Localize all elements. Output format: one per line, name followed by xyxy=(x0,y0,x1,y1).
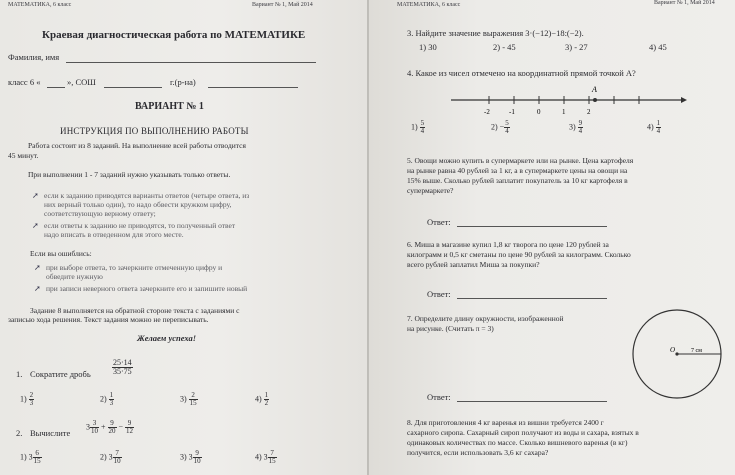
option-label: 2) xyxy=(100,452,107,462)
option-num: 1 xyxy=(264,391,269,399)
expr-den: 12 xyxy=(126,427,134,435)
tick-label-0: 0 xyxy=(537,108,541,116)
option-num: 9 xyxy=(193,450,202,458)
option-den: 15 xyxy=(33,457,41,465)
left-header-variant: Вариант № 1, Май 2014 xyxy=(252,2,313,8)
option-den: 4 xyxy=(656,127,661,135)
option-label: 3) xyxy=(180,394,187,404)
circle-radius-label: 7 см xyxy=(691,348,702,354)
option-label: 4) xyxy=(255,394,262,404)
option-label: 2) xyxy=(100,394,107,404)
expr-num: 9 xyxy=(108,420,117,428)
option-den: 10 xyxy=(113,457,121,465)
right-header-subject: МАТЕМАТИКА, 6 класс xyxy=(397,2,461,8)
option-label: 3) xyxy=(180,452,187,462)
q3-text: 3. Найдите значение выражения 3·(−12)−18:(−2). xyxy=(407,28,584,38)
option-sign: − xyxy=(499,122,505,132)
expr-plus: + xyxy=(101,422,106,432)
expr-den: 10 xyxy=(91,427,98,435)
option-den: 3 xyxy=(109,399,114,407)
q4-option-3[interactable] xyxy=(569,120,583,135)
q7-line-2: на рисунке. (Считать π = 3) xyxy=(407,324,494,333)
option-whole: 3 xyxy=(188,452,193,462)
option-label: 1) xyxy=(20,394,27,404)
q1-option-1[interactable] xyxy=(20,392,34,407)
option-whole: 3 xyxy=(263,452,268,462)
expr-num: 3 xyxy=(90,420,99,428)
q6-line-1: 6. Миша в магазине купил 1,8 кг творога по цене 120 рублей за xyxy=(407,240,609,249)
bullet-arrow-icon: ➚ xyxy=(34,263,41,272)
q2-option-4[interactable] xyxy=(255,450,277,465)
q5-answer-label: Ответ: xyxy=(427,217,451,227)
class-letter-field[interactable] xyxy=(47,87,65,88)
q4-text: 4. Какое из чисел отмечено на координатной прямой точкой А? xyxy=(407,68,636,78)
q5-line-3: 15% выше. Сколько рублей заплатит покупатель за 10 кг картофеля в xyxy=(407,176,628,185)
left-header-subject: МАТЕМАТИКА, 6 класс xyxy=(8,2,72,8)
q2-text: Вычислите xyxy=(30,428,71,438)
option-whole: 3 xyxy=(28,452,33,462)
option-den: 3 xyxy=(29,399,34,407)
q4-option-1[interactable] xyxy=(411,120,425,135)
option-den: 15 xyxy=(268,457,276,465)
option-den: 4 xyxy=(420,127,425,135)
page-title: Краевая диагностическая работа по МАТЕМАТИКЕ xyxy=(42,29,306,41)
task8-note-line-2: записью хода решения. Текст задания можно не переписывать. xyxy=(8,315,209,324)
q3-option-1[interactable]: 1) 30 xyxy=(419,42,437,52)
option-label: 1) xyxy=(20,452,27,462)
good-luck: Желаем успеха! xyxy=(137,333,197,343)
tick-label-m2: -2 xyxy=(484,108,490,116)
q3-option-3[interactable]: 3) - 27 xyxy=(565,42,588,52)
task8-note-line-1: Задание 8 выполняется на обратной стороне текста с заданиями с xyxy=(30,306,240,315)
option-num: 7 xyxy=(268,450,277,458)
q4-option-2[interactable] xyxy=(491,120,510,135)
q4-option-4[interactable] xyxy=(647,120,661,135)
q7-answer-field[interactable] xyxy=(457,401,607,402)
option-den: 2 xyxy=(264,399,269,407)
option-den: 10 xyxy=(193,457,201,465)
q6-answer-field[interactable] xyxy=(457,298,607,299)
q2-option-1[interactable] xyxy=(20,450,42,465)
q8-line-1: 8. Для приготовления 4 кг варенья из вишни требуется 2400 г xyxy=(407,418,604,427)
option-label: 4) xyxy=(647,122,654,132)
expr-whole: 3 xyxy=(86,422,90,432)
right-header-variant: Вариант № 1, Май 2014 xyxy=(654,0,715,6)
mistake1-line-1: при выборе ответа, то зачеркните отмеченную цифру и xyxy=(46,263,223,272)
bullet1-line-3: соответствующую верному ответу; xyxy=(44,209,156,218)
q2-expression xyxy=(86,420,134,435)
surname-label: Фамилия, имя xyxy=(8,52,60,62)
q1-number: 1. xyxy=(16,369,23,379)
option-whole: 3 xyxy=(108,452,113,462)
bullet-arrow-icon: ➚ xyxy=(34,284,41,293)
q5-answer-field[interactable] xyxy=(457,226,607,227)
option-num: 1 xyxy=(109,391,114,399)
q1-fraction xyxy=(112,358,133,376)
number-line-arrow-icon xyxy=(681,97,687,103)
right-page xyxy=(369,0,735,475)
q8-line-3: одинаковых количествах по массе. Сколько вишневого варенья (в кг) xyxy=(407,438,628,447)
option-label: 4) xyxy=(255,452,262,462)
option-label: 2) xyxy=(491,122,498,132)
q3-option-4[interactable]: 4) 45 xyxy=(649,42,667,52)
q3-option-2[interactable]: 2) - 45 xyxy=(493,42,516,52)
option-num: 9 xyxy=(578,119,583,127)
bullet1-line-1: если к заданию приводятся варианты ответов (четыре ответа, из xyxy=(44,191,250,200)
tick-label-2: 2 xyxy=(587,108,591,116)
q2-option-2[interactable] xyxy=(100,450,122,465)
tick-label-1: 1 xyxy=(562,108,566,116)
q1-option-3[interactable] xyxy=(180,392,198,407)
variant-heading: ВАРИАНТ № 1 xyxy=(135,101,204,112)
school-field[interactable] xyxy=(104,87,162,88)
q8-line-2: сахарного сиропа. Сахарный сироп получают из воды и сахара, взятых в xyxy=(407,428,639,437)
q1-fraction-den: 35·75 xyxy=(113,366,132,376)
mistake-title: Если вы ошиблись: xyxy=(30,249,92,258)
point-a-marker xyxy=(593,98,597,102)
expr-num: 9 xyxy=(125,420,134,428)
q1-fraction-num: 25·14 xyxy=(113,357,132,367)
bullet2-line-1: если ответы к заданию не приводятся, то полученный ответ xyxy=(44,221,236,230)
option-label: 3) xyxy=(569,122,576,132)
tasks-1-7-line: При выполнении 1 - 7 заданий нужно указывать только ответы. xyxy=(28,170,231,179)
option-den: 4 xyxy=(578,127,583,135)
option-num: 5 xyxy=(420,119,425,127)
bullet-arrow-icon: ➚ xyxy=(32,191,39,200)
district-field[interactable] xyxy=(208,87,298,88)
q1-text: Сократите дробь xyxy=(30,369,91,379)
mistake1-line-2: обведите нужную xyxy=(46,272,103,281)
class-label: класс 6 « xyxy=(8,77,41,87)
school-label: », СОШ xyxy=(67,77,96,87)
option-den: 15 xyxy=(189,399,197,407)
q7-line-1: 7. Определите длину окружности, изображенной xyxy=(407,314,564,323)
q8-line-4: получится, если использовать 3,6 кг сахара? xyxy=(407,448,549,457)
q5-line-2: на рынке равна 40 рублей за 1 кг, а в супермаркете цены на овощи на xyxy=(407,166,628,175)
circle-center-label: O xyxy=(670,346,676,354)
q1-option-2[interactable] xyxy=(100,392,114,407)
tick-label-m1: -1 xyxy=(509,108,515,116)
circle-figure xyxy=(627,304,727,404)
bullet-arrow-icon: ➚ xyxy=(32,221,39,230)
left-page xyxy=(0,0,367,475)
option-num: 2 xyxy=(189,392,198,400)
bullet2-line-2: надо вписать в отведенном для этого месте. xyxy=(44,230,184,239)
intro-line-2: 45 минут. xyxy=(8,151,39,160)
point-a-label: A xyxy=(592,85,597,94)
q5-line-4: супермаркете? xyxy=(407,186,454,195)
expr-minus: − xyxy=(118,422,124,432)
intro-line-1: Работа состоит из 8 заданий. На выполнение всей работы отводится xyxy=(28,141,246,150)
q6-line-2: килограмм и 0,5 кг сметаны по цене 90 рублей за килограмм. Сколько xyxy=(407,250,631,259)
option-num: 7 xyxy=(113,450,122,458)
district-label: г.(р-на) xyxy=(170,77,196,87)
option-label: 1) xyxy=(411,122,418,132)
q6-line-3: всего рублей заплатил Миша за покупки? xyxy=(407,260,540,269)
option-den: 4 xyxy=(505,127,509,135)
instructions-title: ИНСТРУКЦИЯ ПО ВЫПОЛНЕНИЮ РАБОТЫ xyxy=(60,126,249,136)
expr-den: 20 xyxy=(108,427,116,435)
option-num: 1 xyxy=(656,119,661,127)
number-line xyxy=(449,82,689,116)
q5-line-1: 5. Овощи можно купить в супермаркете или на рынке. Цена картофеля xyxy=(407,156,634,165)
option-num: 2 xyxy=(29,391,34,399)
bullet1-line-2: них верный только один), то надо обвести кружком цифру, xyxy=(44,200,232,209)
q1-option-4[interactable] xyxy=(255,392,269,407)
option-num: 5 xyxy=(505,119,509,127)
q7-answer-label: Ответ: xyxy=(427,392,451,402)
q6-answer-label: Ответ: xyxy=(427,289,451,299)
q2-number: 2. xyxy=(16,428,23,438)
mistake2-line: при записи неверного ответа зачеркните его и запишите новый xyxy=(46,284,248,293)
q2-option-3[interactable] xyxy=(180,450,202,465)
surname-field[interactable] xyxy=(66,62,316,63)
option-num: 6 xyxy=(33,450,42,458)
